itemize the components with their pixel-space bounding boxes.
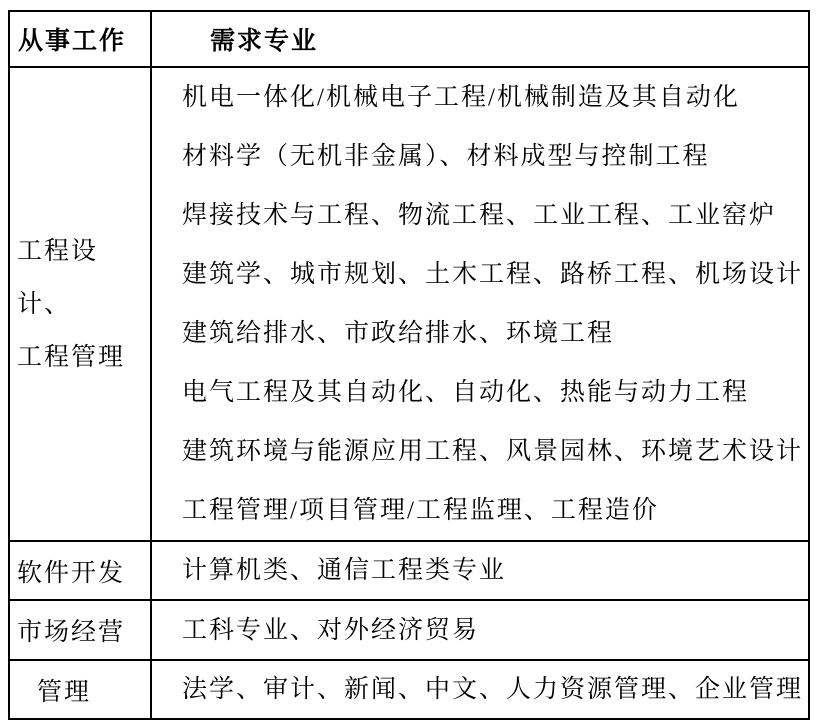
job-cell-management: 管理 <box>9 660 151 719</box>
major-line: 材料学（无机非金属）、材料成型与控制工程 <box>182 143 710 170</box>
major-line: 电气工程及其自动化、自动化、热能与动力工程 <box>182 379 750 406</box>
job-label-line: 工程管理 <box>17 343 126 371</box>
job-majors-table <box>8 10 810 720</box>
major-line: 建筑给排水、市政给排水、环境工程 <box>182 320 615 347</box>
header-row <box>9 11 809 67</box>
major-line: 工程管理/项目管理/工程监理、工程造价 <box>182 497 659 524</box>
major-line: 焊接技术与工程、物流工程、工业工程、工业窑炉 <box>182 202 777 229</box>
table-row-engineering <box>9 67 809 541</box>
majors-cell-marketing: 工科专业、对外经济贸易 <box>151 600 809 660</box>
table-row-marketing <box>9 600 809 660</box>
job-cell-software: 软件开发 <box>9 541 151 600</box>
header-majors: 需求专业 <box>151 11 809 67</box>
major-line: 建筑学、城市规划、土木工程、路桥工程、机场设计 <box>182 261 804 288</box>
major-line: 建筑环境与能源应用工程、风景园林、环境艺术设计 <box>182 438 804 465</box>
job-label-line: 工程设计、 <box>17 237 99 318</box>
header-job: 从事工作 <box>9 11 151 67</box>
job-label <box>17 225 150 384</box>
majors-cell-management: 法学、审计、新闻、中文、人力资源管理、企业管理 <box>151 660 809 719</box>
table-row-management <box>9 660 809 719</box>
majors-cell-software: 计算机类、通信工程类专业 <box>151 541 809 600</box>
majors-cell-engineering <box>151 67 809 541</box>
job-cell-marketing: 市场经营 <box>9 600 151 660</box>
major-line: 机电一体化/机械电子工程/机械制造及其自动化 <box>182 84 740 111</box>
job-cell-engineering <box>9 67 151 541</box>
table-row-software <box>9 541 809 600</box>
